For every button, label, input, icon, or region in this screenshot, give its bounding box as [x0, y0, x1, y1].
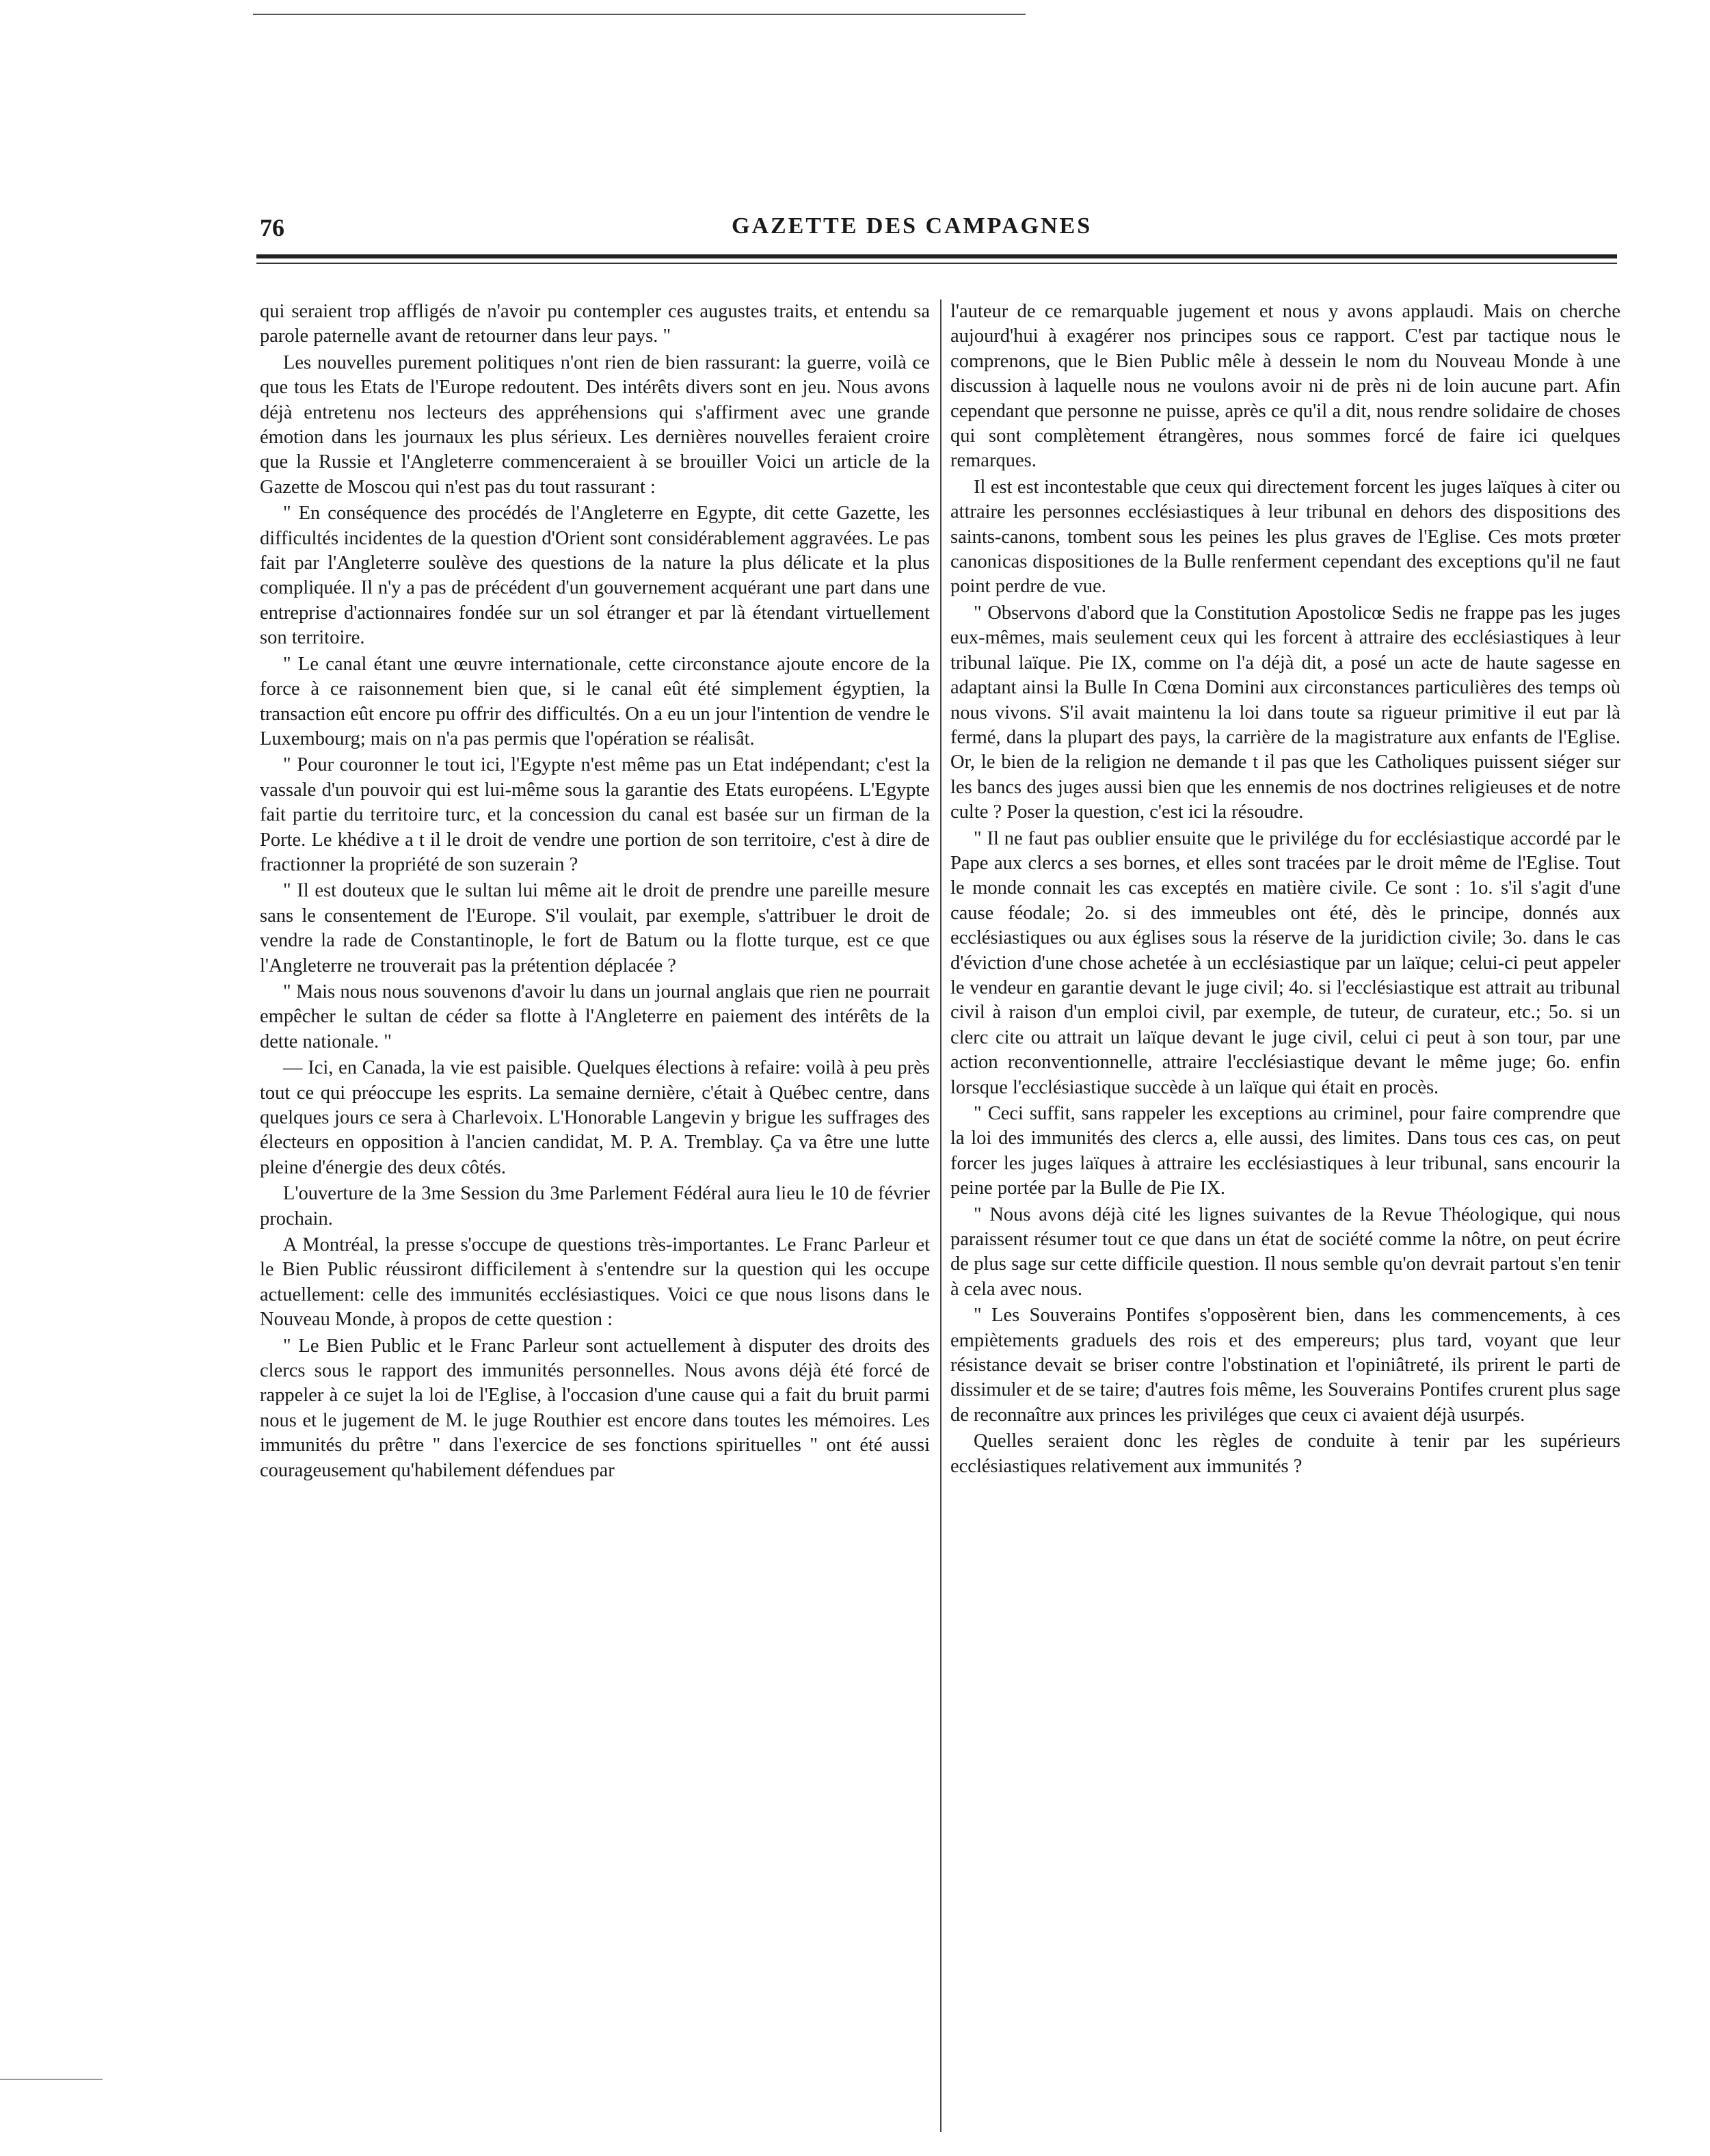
paragraph: " Ceci suffit, sans rappeler les exceptions au criminel, pour faire comprendre que la loi des immunités des clercs a, elle aussi, des limites. Dans tous ces cas, on peut forcer les juges laïques à attraire les ecclésiastiques à leur tribunal, sans encourir la peine portée par la Bulle de Pie IX. [950, 1103, 1620, 1199]
margin-mark [0, 2079, 103, 2080]
paragraph: L'ouverture de la 3me Session du 3me Parlement Fédéral aura lieu le 10 de février prochain. [260, 1183, 930, 1229]
paragraph: " Il ne faut pas oublier ensuite que le privilége du for ecclésiastique accordé par le Pape aux clercs a ses bornes, et elles sont tracées par le droit même de l'Eglise. Tout le monde connait les cas exceptés en matière civile. Ce sont : 1o. s'il s'agit d'une cause féodale; 2o. si des immeubles ont été, dès le principe, donnés aux ecclésiastiques ou aux églises sous la réserve de la juridiction civile; 3o. dans le cas d'éviction d'une chose achetée à un ecclésiastique par un laïque; celui-ci peut appeler le vendeur en garantie devant le juge civil; 4o. si l'ecclésiastique est attrait au tribunal civil à raison d'un emploi civil, par exemple, de tuteur, de curateur, etc.; 5o. si un clerc cite ou attrait un laïque devant le juge civil, celui ci peut à son tour, par une action reconventionnelle, attraire l'ecclésiastique devant le même juge; 6o. enfin lorsque l'ecclésiastique succède à un laïque qui était en procès. [950, 827, 1620, 1098]
paragraph: l'auteur de ce remarquable jugement et nous y avons applaudi. Mais on cherche aujourd'hui à exagérer nos principes sous ce rapport. C'est par tactique nous le comprenons, que le Bien Public mêle à dessein le nom du Nouveau Monde à une discussion à laquelle nous ne voulons avoir ni de près ni de loin aucune part. Afin cependant que personne ne puisse, après ce qu'il a dit, nous rendre solidaire de choses qui sont complètement étrangères, nous sommes forcé de faire ici quelques remarques. [950, 301, 1620, 472]
paragraph: " Mais nous nous souvenons d'avoir lu dans un journal anglais que rien ne pourrait empêcher le sultan de céder sa flotte à l'Angleterre en paiement des intérêts de la dette nationale. " [260, 981, 930, 1052]
left-column [260, 300, 930, 2132]
paragraph: " Le canal étant une œuvre internationale, cette circonstance ajoute encore de la force à ce raisonnement bien que, si le canal eût été simplement égyptien, la transaction eût encore pu offrir des difficultés. On a eu un jour l'intention de vendre le Luxembourg; mais on n'a pas permis que l'opération se réalisât. [260, 653, 930, 749]
right-column [950, 300, 1620, 2132]
paragraph: qui seraient trop affligés de n'avoir pu contempler ces augustes traits, et entendu sa parole paternelle avant de retourner dans leur pays. " [260, 301, 930, 347]
page-title: GAZETTE DES CAMPAGNES [732, 213, 1093, 239]
column-divider [940, 300, 941, 2132]
paragraph: — Ici, en Canada, la vie est paisible. Quelques élections à refaire: voilà à peu près tout ce qui préoccupe les esprits. La semaine dernière, c'était à Québec centre, dans quelques jours ce sera à Charlevoix. L'Honorable Langevin y brigue les suffrages des électeurs en opposition à l'ancien candidat, M. P. A. Tremblay. Ça va être une lutte pleine d'énergie des deux côtés. [260, 1057, 930, 1178]
paragraph: Il est est incontestable que ceux qui directement forcent les juges laïques à citer ou attraire les personnes ecclésiastiques à leur tribunal en dehors des dispositions des saints-canons, tombent sous les peines les plus graves de l'Eglise. Ces mots prœter canonicas dispositiones de la Bulle renferment cependant des exceptions qu'il ne faut point perdre de vue. [950, 476, 1620, 598]
paragraph: " Nous avons déjà cité les lignes suivantes de la Revue Théologique, qui nous paraissent résumer tout ce que dans un état de société comme la nôtre, on peut écrire de plus sage sur cette difficile question. Il nous semble qu'on devrait partout s'en tenir à cela avec nous. [950, 1203, 1620, 1300]
paragraph: " Le Bien Public et le Franc Parleur sont actuellement à disputer des droits des clercs sous le rapport des immunités personnelles. Nous avons déjà été forcé de rappeler à ce sujet la loi de l'Eglise, à l'occasion d'une cause qui a fait du bruit parmi nous et le jugement de M. le juge Routhier est encore dans toutes les mémoires. Les immunités du prêtre " dans l'exercice de ses fonctions spirituelles " ont été aussi courageusement qu'habilement défendues par [260, 1335, 930, 1481]
paragraph: " Pour couronner le tout ici, l'Egypte n'est même pas un Etat indépendant; c'est la vassale d'un pouvoir qui est lui-même sous la garantie des Etats européens. L'Egypte fait partie du territoire turc, et la concession du canal est basée sur un firman de la Porte. Le khédive a t il le droit de vendre une portion de son territoire, c'est à dire de fractionner la propriété de son suzerain ? [260, 754, 930, 875]
paragraph: " Il est douteux que le sultan lui même ait le droit de prendre une pareille mesure sans le consentement de l'Europe. S'il voulait, par exemple, s'attribuer le droit de vendre la rade de Constantinople, le fort de Batum ou la flotte turque, est ce que l'Angleterre ne trouverait pas la prétention déplacée ? [260, 880, 930, 976]
paragraph: Quelles seraient donc les règles de conduite à tenir par les supérieurs ecclésiastiques relativement aux immunités ? [950, 1430, 1620, 1477]
header-rule-thick [256, 254, 1617, 258]
paragraph: A Montréal, la presse s'occupe de questions très-importantes. Le Franc Parleur et le Bien Public réussiront difficilement à s'entendre sur la question qui les occupe actuellement: celle des immunités ecclésiastiques. Voici ce que nous lisons dans le Nouveau Monde, à propos de cette question : [260, 1234, 930, 1331]
paragraph: Les nouvelles purement politiques n'ont rien de bien rassurant: la guerre, voilà ce que tous les Etats de l'Europe redoutent. Des intérêts divers sont en jeu. Nous avons déjà entretenu nos lecteurs des appréhensions qui s'affirment avec une grande émotion dans les journaux les plus sérieux. Les dernières nouvelles feraient croire que la Russie et l'Angleterre commenceraient à se brouiller Voici un article de la Gazette de Moscou qui n'est pas du tout rassurant : [260, 351, 930, 498]
page-header [260, 213, 1627, 241]
header-rule-thin [256, 263, 1617, 264]
paragraph: " En conséquence des procédés de l'Angleterre en Egypte, dit cette Gazette, les difficultés incidentes de la question d'Orient sont considérablement aggravées. Le pas fait par l'Angleterre soulève des questions de la nature la plus délicate et la plus compliquée. Il n'y a pas de précédent d'un gouvernement acquérant une part dans une entreprise d'actionnaires fondée sur un sol étranger et par là étendant virtuellement son territoire. [260, 503, 930, 649]
paragraph: " Observons d'abord que la Constitution Apostolicœ Sedis ne frappe pas les juges eux-mêmes, mais seulement ceux qui les forcent à attraire des ecclésiastiques à leur tribunal laïque. Pie IX, comme on l'a déjà dit, a posé un acte de haute sagesse en adaptant ainsi la Bulle In Cœna Domini aux circonstances particulières des temps où nous vivons. S'il avait maintenu la loi dans toute sa rigueur primitive il eut par là fermé, dans la plupart des pays, la carrière de la magistrature aux enfants de l'Eglise. Or, le bien de la religion ne demande t il pas que les Catholiques puissent siéger sur les bancs des juges aussi bien que les ennemis de nos doctrines religieuses et de notre culte ? Poser la question, c'est ici la résoudre. [950, 602, 1620, 823]
top-rule [253, 14, 1026, 15]
page-number: 76 [260, 214, 284, 241]
paragraph: " Les Souverains Pontifes s'opposèrent bien, dans les commencements, à ces empiètements graduels des rois et des empereurs; plus tard, voyant que leur résistance devait se briser contre l'obstination et l'opiniâtreté, ils prirent le parti de dissimuler et de se taire; d'autres fois même, les Souverains Pontifes crurent plus sage de reconnaître aux princes les priviléges que ceux ci avaient déjà usurpés. [950, 1305, 1620, 1426]
